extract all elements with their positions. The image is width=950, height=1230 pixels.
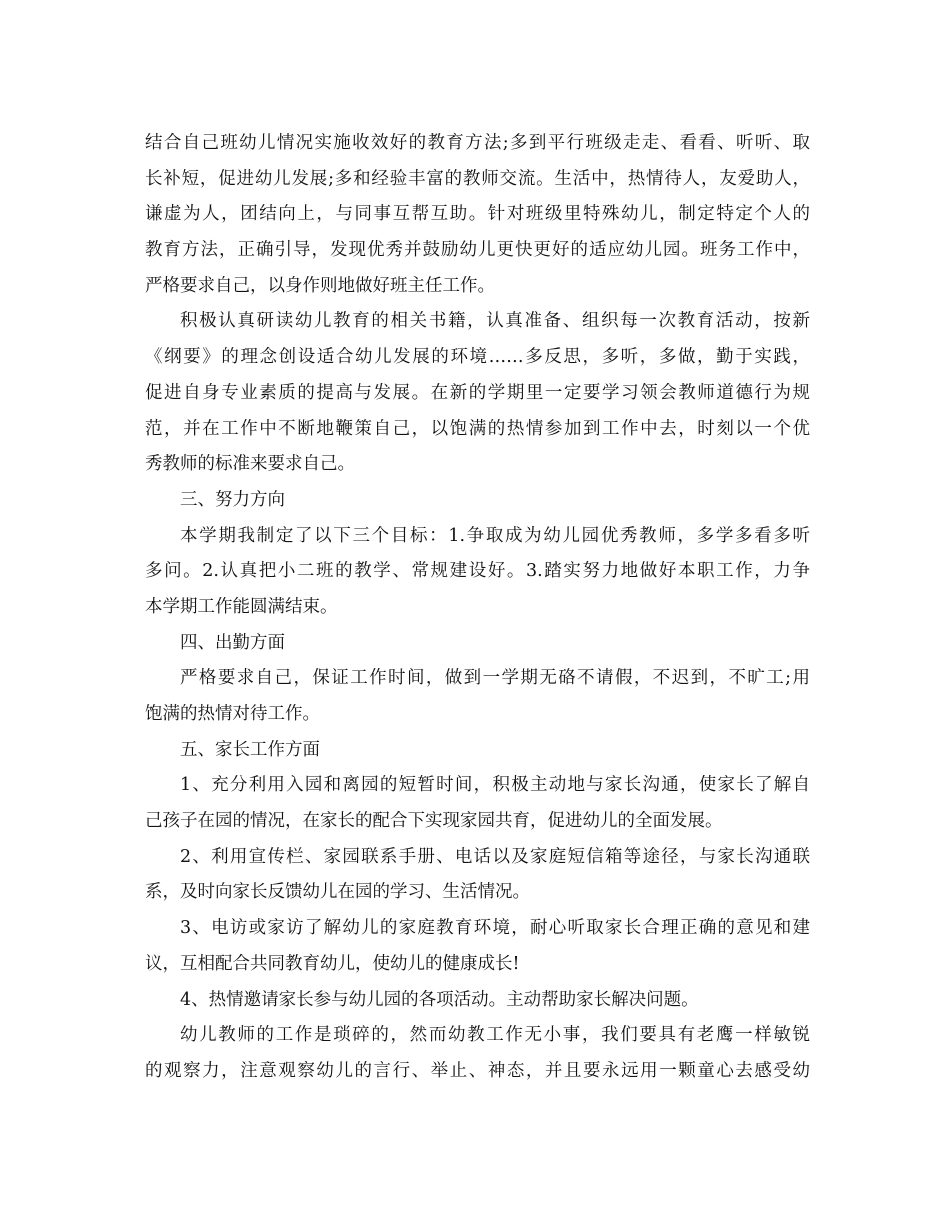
text-line: 幼儿教师的工作是琐碎的，然而幼教工作无小事，我们要具有老鹰一样敏锐 [180, 1025, 810, 1046]
text-line: 秀教师的标准来要求自己。 [145, 454, 355, 475]
text-line: 饱满的热情对待工作。 [145, 704, 320, 724]
section-heading: 三、努力方向 [180, 489, 285, 510]
text-line: 教育方法，正确引导，发现优秀并鼓励幼儿更快更好的适应幼儿园。班务工作中， [145, 240, 810, 261]
text-line: 系，及时向家长反馈幼儿在园的学习、生活情况。 [145, 882, 530, 903]
text-line: 促进自身专业素质的提高与发展。在新的学期里一定要学习领会教师道德行为规 [145, 382, 810, 403]
text-line: 本学期我制定了以下三个目标：1.争取成为幼儿园优秀教师，多学多看多听 [180, 525, 810, 546]
text-line: 多问。2.认真把小二班的教学、常规建设好。3.踏实努力地做好本职工作，力争 [145, 561, 810, 582]
document-body [145, 126, 810, 1090]
text-line: 结合自己班幼儿情况实施收效好的教育方法;多到平行班级走走、看看、听听、取 [145, 133, 810, 153]
text-line: 《纲要》的理念创设适合幼儿发展的环境……多反思，多听，多做，勤于实践， [145, 347, 810, 368]
text-line: 4、热情邀请家长参与幼儿园的各项活动。主动帮助家长解决问题。 [180, 989, 699, 1010]
text-line: 谦虚为人，团结向上，与同事互帮互助。针对班级里特殊幼儿，制定特定个人的 [145, 204, 810, 225]
text-line: 议，互相配合共同教育幼儿，使幼儿的健康成长! [145, 953, 520, 974]
text-line: 长补短，促进幼儿发展;多和经验丰富的教师交流。生活中，热情待人，友爱助人， [145, 168, 810, 189]
text-line: 严格要求自己，以身作则地做好班主任工作。 [145, 275, 495, 296]
text-line: 范，并在工作中不断地鞭策自己，以饱满的热情参加到工作中去，时刻以一个优 [145, 418, 810, 439]
text-line: 己孩子在园的情况，在家长的配合下实现家园共育，促进幼儿的全面发展。 [145, 811, 723, 832]
section-heading: 五、家长工作方面 [180, 739, 320, 760]
text-line: 2、利用宣传栏、家园联系手册、电话以及家庭短信箱等途径，与家长沟通联 [180, 846, 810, 867]
text-line: 的观察力，注意观察幼儿的言行、举止、神态，并且要永远用一颗童心去感受幼 [145, 1060, 810, 1081]
section-heading: 四、出勤方面 [180, 632, 285, 653]
text-line: 3、电访或家访了解幼儿的家庭教育环境，耐心听取家长合理正确的意见和建 [180, 918, 810, 939]
text-line: 严格要求自己，保证工作时间，做到一学期无硌不请假，不迟到，不旷工;用 [180, 668, 810, 689]
text-line: 积极认真研读幼儿教育的相关书籍，认真准备、组织每一次教育活动，按新 [180, 311, 810, 332]
text-line: 1、充分利用入园和离园的短暂时间，积极主动地与家长沟通，使家长了解自 [180, 775, 810, 796]
text-line: 本学期工作能圆满结束。 [145, 596, 338, 617]
